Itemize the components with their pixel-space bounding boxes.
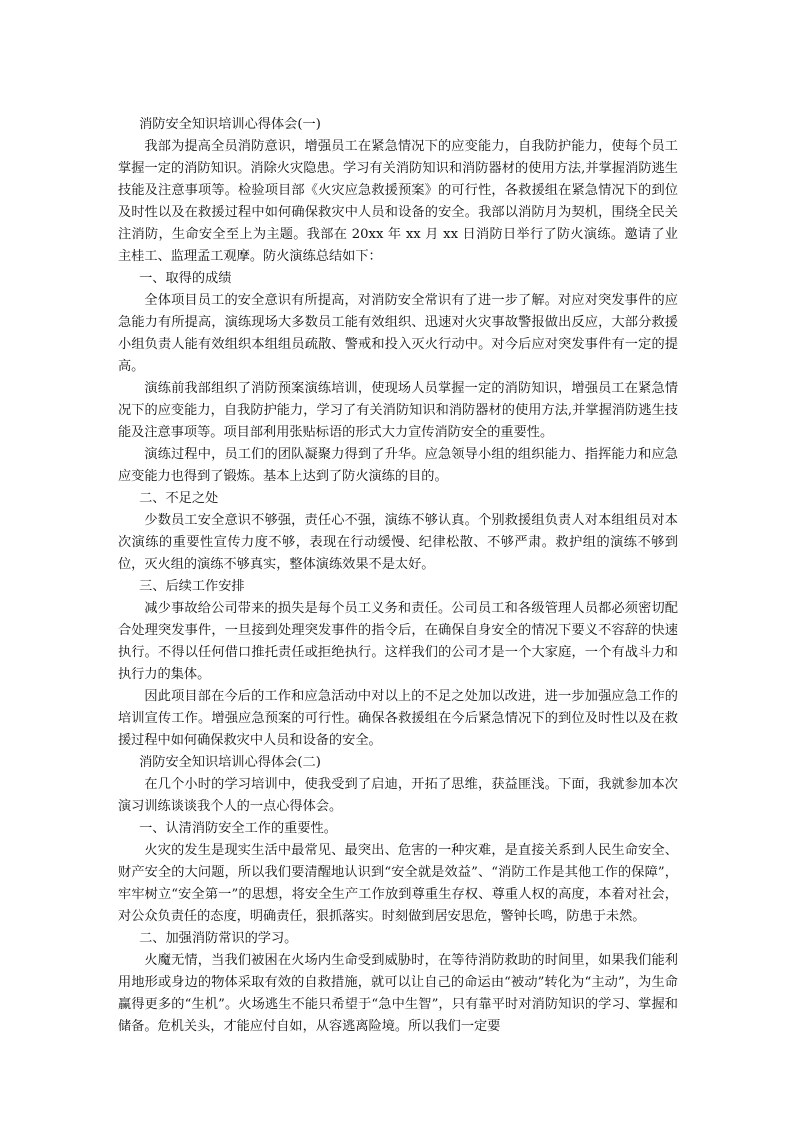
paragraph-achievements-3: 演练过程中，员工们的团队凝聚力得到了升华。应急领导小组的组织能力、指挥能力和应急应变能力也得到了锻炼。基本上达到了防火演练的目的。 [118, 447, 678, 484]
paragraph-follow-up-2: 因此项目部在今后的工作和应急活动中对以上的不足之处加以改进，进一步加强应急工作的培训宣传工作。增强应急预案的可行性。确保各救援组在今后紧急情况下的到位及时性以及在救援过程中如何确保救灾中人员和设备的安全。 [118, 689, 678, 748]
section-heading-shortcomings: 二、不足之处 [139, 491, 219, 506]
paragraph-achievements-1: 全体项目员工的安全意识有所提高，对消防安全常识有了进一步了解。对应对突发事件的应急能力有所提高，演练现场大多数员工能有效组织、迅速对火灾事故警报做出反应，大部分救援小组负责人能有效组织本组组员疏散、警戒和投入灭火行动中。对今后应对突发事件有一定的提高。 [118, 293, 678, 374]
paragraph-intro-2: 在几个小时的学习培训中，使我受到了启迪，开拓了思维，获益匪浅。下面，我就参加本次演习训练谈谈我个人的一点心得体会。 [118, 777, 678, 814]
section-heading-follow-up: 三、后续工作安排 [139, 579, 245, 594]
paragraph-follow-up-1: 减少事故给公司带来的损失是每个员工义务和责任。公司员工和各级管理人员都必须密切配合处理突发事件，一旦接到处理突发事件的指令后，在确保自身安全的情况下要义不容辞的快速执行。不得以任何借口推托责任或拒绝执行。这样我们的公司才是一个大家庭，一个有战斗力和执行力的集体。 [118, 601, 678, 682]
document-body [118, 114, 678, 1038]
document-title-1: 消防安全知识培训心得体会(一) [139, 117, 321, 132]
paragraph-shortcomings: 少数员工安全意识不够强，责任心不强，演练不够认真。个别救援组负责人对本组组员对本次演练的重要性宣传力度不够，表现在行动缓慢、纪律松散、不够严肃。救护组的演练不够到位，灭火组的演练不够真实，整体演练效果不是太好。 [118, 513, 678, 572]
paragraph-learning: 火魔无情，当我们被困在火场内生命受到威胁时，在等待消防救助的时间里，如果我们能利用地形或身边的物体采取有效的自救措施，就可以让自己的命运由“被动”转化为“主动”，为生命赢得更多的“生机”。火场逃生不能只希望于“急中生智”，只有靠平时对消防知识的学习、掌握和储备。危机关头，才能应付自如，从容逃离险境。所以我们一定要 [118, 953, 678, 1034]
paragraph-intro: 我部为提高全员消防意识，增强员工在紧急情况下的应变能力，自我防护能力，使每个员工掌握一定的消防知识。消除火灾隐患。学习有关消防知识和消防器材的使用方法,并掌握消防逃生技能及注意事项等。检验项目部《火灾应急救援预案》的可行性，各救援组在紧急情况下的到位及时性以及在救援过程中如何确保救灾中人员和设备的安全。我部以消防月为契机，围绕全民关注消防，生命安全至上为主题。我部在 20xx 年 xx 月 xx 日消防日举行了防火演练。邀请了业主桂工、监理孟工观摩。防火演练总结如下： [118, 139, 678, 264]
section-heading-importance: 一、认清消防安全工作的重要性。 [139, 821, 337, 836]
section-heading-learning: 二、加强消防常识的学习。 [139, 931, 298, 946]
paragraph-achievements-2: 演练前我部组织了消防预案演练培训，使现场人员掌握一定的消防知识，增强员工在紧急情况下的应变能力，自我防护能力，学习了有关消防知识和消防器材的使用方法,并掌握消防逃生技能及注意事项等。项目部利用张贴标语的形式大力宣传消防安全的重要性。 [118, 381, 678, 440]
paragraph-importance: 火灾的发生是现实生活中最常见、最突出、危害的一种灾难，是直接关系到人民生命安全、财产安全的大问题，所以我们要清醒地认识到“安全就是效益”、“消防工作是其他工作的保障”，牢牢树立“安全第一”的思想，将安全生产工作放到尊重生存权、尊重人权的高度，本着对社会，对公众负责任的态度，明确责任，狠抓落实。时刻做到居安思危，警钟长鸣，防患于未然。 [118, 843, 678, 924]
section-heading-achievements: 一、取得的成绩 [139, 271, 232, 286]
document-title-2: 消防安全知识培训心得体会(二) [139, 755, 321, 770]
